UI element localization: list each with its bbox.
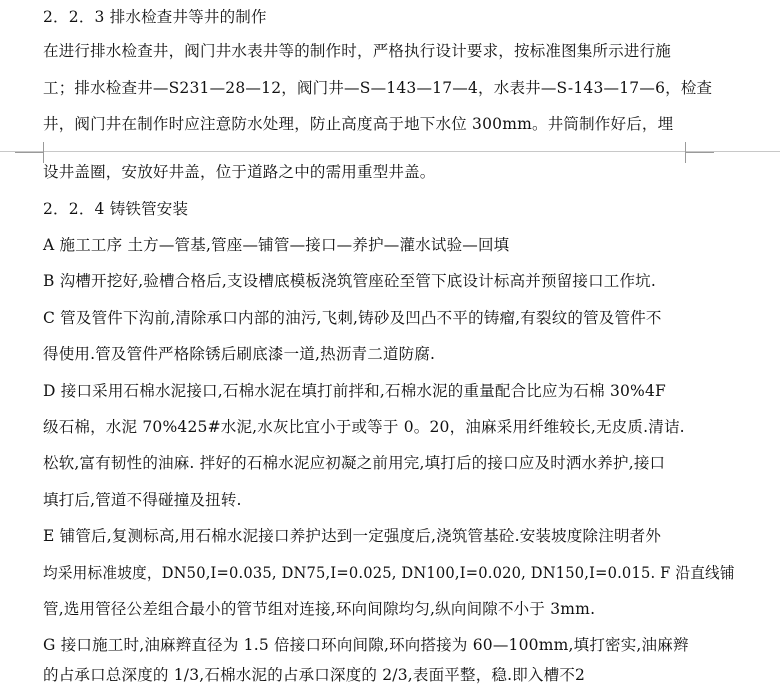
paragraph-line: 得使用.管及管件严格除锈后刷底漆一道,热沥青二道防腐. [43,345,436,363]
paragraph-line: 工；排水检查井—S231—28—12，阀门井—S—143—17—4，水表井—S-143—17—6，检查 [43,79,713,97]
section-heading-2-2-4: 2．2．4 铸铁管安装 [43,200,189,218]
page-break-rule [0,151,780,152]
paragraph-line: C 管及管件下沟前,清除承口内部的油污,飞刺,铸砂及凹凸不平的铸瘤,有裂纹的管及管件不 [43,309,662,327]
paragraph-line-partial: 的占承口总深度的 1/3,石棉水泥的占承口深度的 2/3,表面平整，稳.即入槽不2 [43,666,586,684]
page-corner-mark [685,152,714,163]
paragraph-line: 填打后,管道不得碰撞及扭转. [43,491,242,509]
section-heading-2-2-3: 2．2．3 排水检查井等井的制作 [43,8,267,26]
paragraph-line: D 接口采用石棉水泥接口,石棉水泥在填打前拌和,石棉水泥的重量配合比应为石棉 30%4F [43,382,667,400]
paragraph-line: G 接口施工时,油麻辫直径为 1.5 倍接口环向间隙,环向搭接为 60—100mm,填打密实,油麻辫 [43,636,689,654]
paragraph-line: 松软,富有韧性的油麻. 拌好的石棉水泥应初凝之前用完,填打后的接口应及时洒水养护,接口 [43,454,666,472]
paragraph-line: 在进行排水检查井，阀门井水表井等的制作时，严格执行设计要求，按标准图集所示进行施 [43,42,672,60]
paragraph-line: 均采用标准坡度，DN50,I=0.035, DN75,I=0.025, DN100,I=0.020, DN150,I=0.015. F 沿直线铺 [43,564,735,582]
paragraph-line: 设井盖圈，安放好井盖，位于道路之中的需用重型井盖。 [43,163,436,181]
paragraph-line: 管,选用管径公差组合最小的管节组对连接,环向间隙均匀,纵向间隙不小于 3mm. [43,600,596,618]
paragraph-line: E 铺管后,复测标高,用石棉水泥接口养护达到一定强度后,浇筑管基砼.安装坡度除注明者外 [43,527,662,545]
paragraph-line: 级石棉，水泥 70%425#水泥,水灰比宜小于或等于 0。20，油麻采用纤维较长,无皮质.清诘. [43,418,685,436]
paragraph-line: A 施工工序 土方—管基,管座—铺管—接口—养护—灌水试验—回填 [43,236,510,254]
page-break [0,146,780,156]
paragraph-line: 井，阀门井在制作时应注意防水处理，防止高度高于地下水位 300mm。井筒制作好后，埋 [43,115,674,133]
paragraph-line: B 沟槽开挖好,验槽合格后,支设槽底模板浇筑管座砼至管下底设计标高并预留接口工作坑. [43,272,657,290]
page-corner-mark [15,152,44,163]
